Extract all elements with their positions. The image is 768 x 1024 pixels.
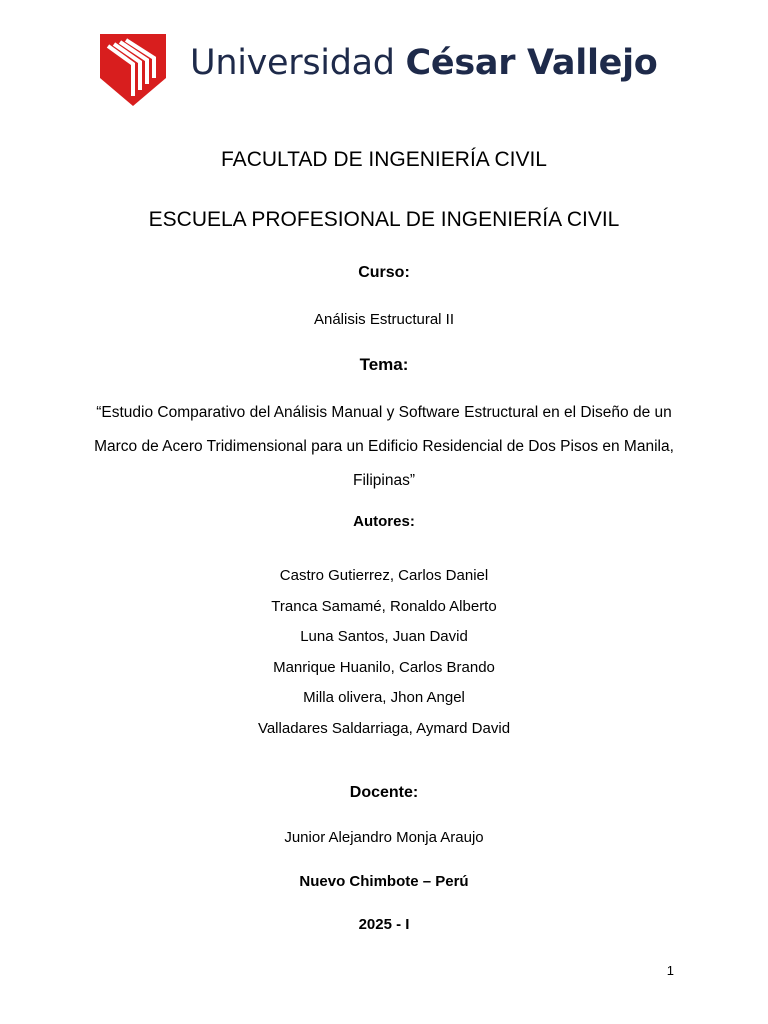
author-name: Valladares Saldarriaga, Aymard David — [257, 719, 511, 737]
author-name: Castro Gutierrez, Carlos Daniel — [279, 567, 489, 584]
academic-period: 2025 - I — [358, 916, 410, 933]
course-label: Curso: — [358, 264, 410, 281]
author-name: Manrique Huanilo, Carlos Brando — [273, 658, 495, 676]
university-name — [190, 40, 658, 86]
university-name-regular: Universidad — [190, 43, 406, 83]
author-name: Milla olivera, Jhon Angel — [303, 689, 465, 707]
faculty-title: FACULTAD DE INGENIERÍA CIVIL — [221, 148, 547, 171]
authors-label: Autores: — [353, 513, 415, 530]
school-title: ESCUELA PROFESIONAL DE INGENIERÍA CIVIL — [148, 208, 620, 231]
page-number: 1 — [666, 963, 674, 978]
authors-list — [0, 561, 768, 745]
place: Nuevo Chimbote – Perú — [299, 873, 469, 890]
teacher-name: Junior Alejandro Monja Araujo — [284, 829, 484, 846]
author-name: Tranca Samamé, Ronaldo Alberto — [271, 597, 497, 615]
author-name: Luna Santos, Juan David — [300, 628, 468, 646]
topic-label: Tema: — [359, 355, 409, 374]
shield-icon — [100, 34, 166, 106]
university-name-bold: César Vallejo — [405, 43, 658, 83]
university-logo — [100, 32, 660, 108]
teacher-label: Docente: — [349, 784, 419, 801]
course-value: Análisis Estructural II — [313, 311, 455, 328]
topic-value: “Estudio Comparativo del Análisis Manual y Software Estructural en el Diseño de un Marco de Acero Tridimensional para un Edificio Residencial de Dos Pisos en Manila, Filipinas” — [94, 404, 674, 489]
